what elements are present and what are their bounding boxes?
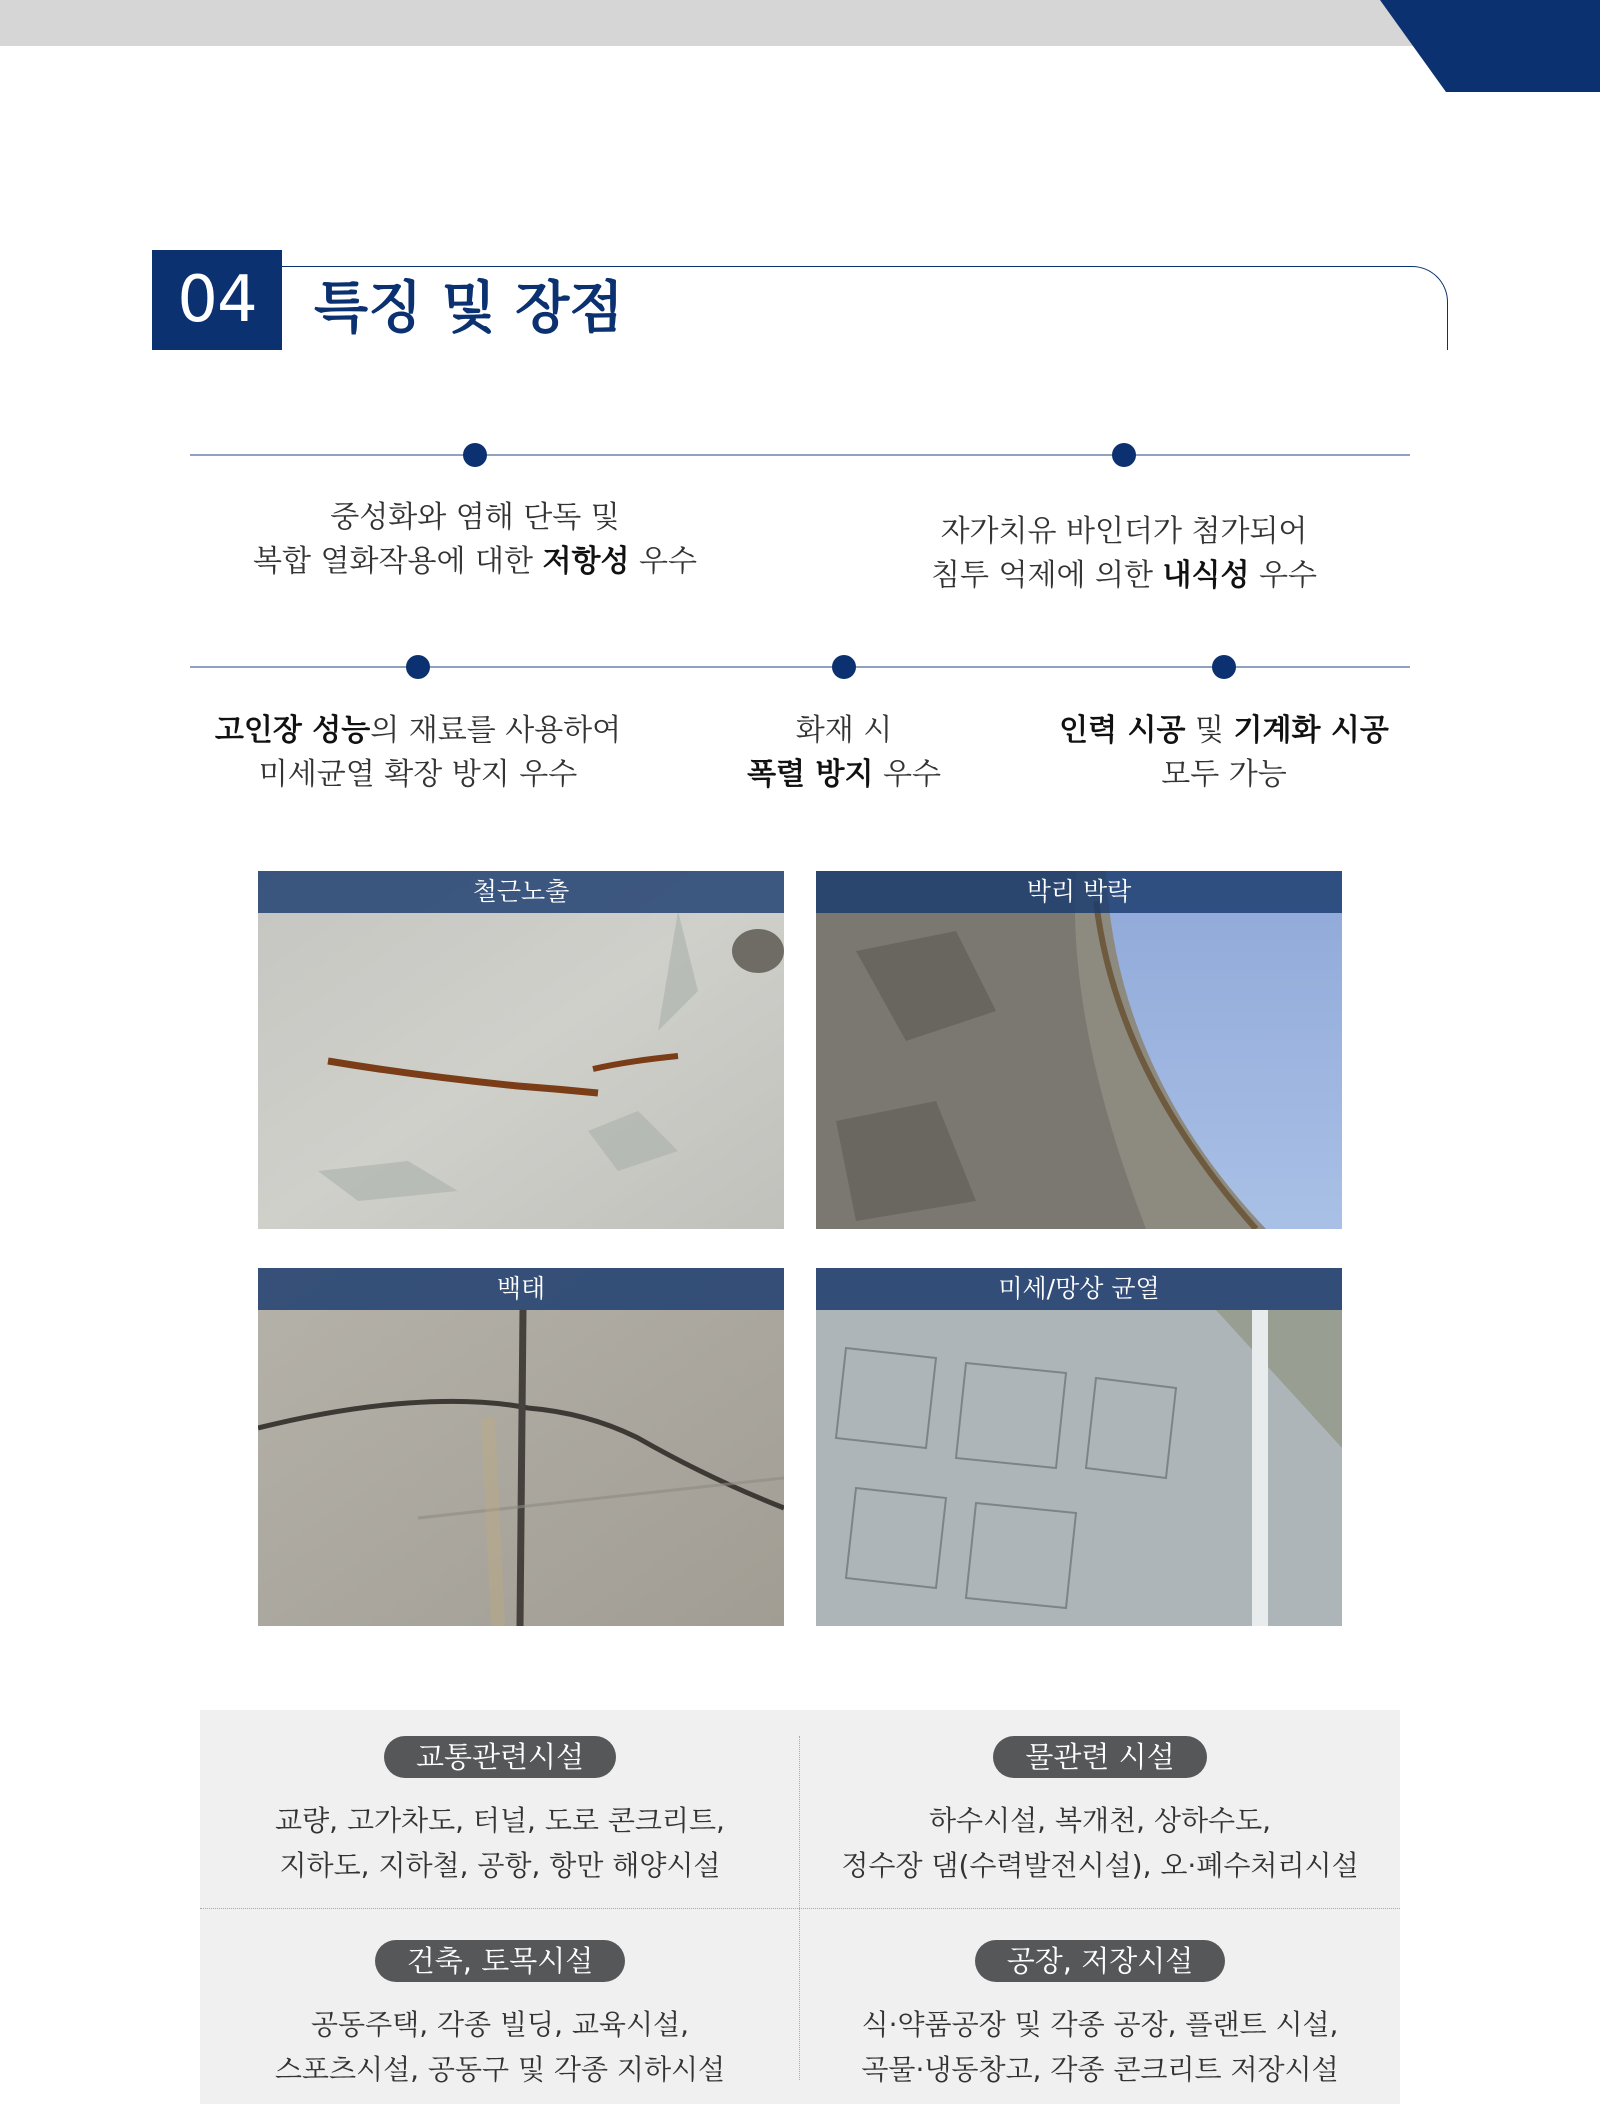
feature-highlight: 인력 시공 xyxy=(1059,713,1186,748)
panel-divider xyxy=(200,1908,1400,1909)
photo-image xyxy=(816,1268,1342,1626)
feature-resistance xyxy=(225,496,725,584)
photo-spalling xyxy=(816,871,1342,1229)
feature-construction xyxy=(1024,709,1424,797)
feature-line: 인력 시공 및 기계화 시공 xyxy=(1059,713,1389,748)
feature-line: 모두 가능 xyxy=(1161,757,1287,792)
application-body: 공동주택, 각종 빌딩, 교육시설, 스포츠시설, 공동구 및 각종 지하시설 xyxy=(274,2008,726,2086)
application-body: 하수시설, 복개천, 상하수도, 정수장 댐(수력발전시설), 오·폐수처리시설 xyxy=(841,1804,1359,1882)
feature-line: 자가치유 바인더가 첨가되어 xyxy=(940,514,1308,549)
application-building xyxy=(200,1940,800,2092)
photo-label: 철근노출 xyxy=(258,871,784,913)
photo-efflorescence xyxy=(258,1268,784,1626)
photo-image xyxy=(258,871,784,1229)
section-title: 특징 및 장점 xyxy=(314,276,624,341)
photo-label: 백태 xyxy=(258,1268,784,1310)
feature-tensile xyxy=(168,709,668,797)
feature-line: 미세균열 확장 방지 우수 xyxy=(258,757,578,792)
application-water xyxy=(800,1736,1400,1888)
feature-line: 복합 열화작용에 대한 저항성 우수 xyxy=(253,544,697,579)
timeline-dot xyxy=(1112,443,1136,467)
application-factory xyxy=(800,1940,1400,2092)
feature-highlight: 폭렬 방지 xyxy=(747,757,874,792)
feature-line: 침투 억제에 의한 내식성 우수 xyxy=(931,558,1317,593)
timeline-dot xyxy=(1212,655,1236,679)
feature-highlight: 기계화 시공 xyxy=(1233,713,1389,748)
photo-image xyxy=(258,1268,784,1626)
feature-highlight: 고인장 성능 xyxy=(214,713,371,748)
application-transport xyxy=(200,1736,800,1888)
applications-panel xyxy=(200,1710,1400,2104)
application-badge: 교통관련시설 xyxy=(384,1736,616,1778)
photo-label: 미세/망상 균열 xyxy=(816,1268,1342,1310)
feature-line: 폭렬 방지 우수 xyxy=(747,757,941,792)
feature-fire xyxy=(694,709,994,797)
corner-tab-decoration xyxy=(1380,0,1600,92)
feature-line: 고인장 성능의 재료를 사용하여 xyxy=(214,713,622,748)
feature-highlight: 내식성 xyxy=(1162,558,1250,593)
section-header xyxy=(152,250,1448,352)
timeline-dot xyxy=(406,655,430,679)
feature-line: 중성화와 염해 단독 및 xyxy=(330,500,620,535)
feature-corrosion xyxy=(874,510,1374,598)
application-badge: 물관련 시설 xyxy=(993,1736,1206,1778)
timeline-dot xyxy=(463,443,487,467)
section-number: 04 xyxy=(152,250,282,350)
timeline-top xyxy=(190,454,1410,456)
application-badge: 공장, 저장시설 xyxy=(975,1940,1226,1982)
photo-micro-cracks xyxy=(816,1268,1342,1626)
application-body: 식·약품공장 및 각종 공장, 플랜트 시설, 곡물·냉동창고, 각종 콘크리트 저장시설 xyxy=(861,2008,1339,2086)
top-gray-bar xyxy=(0,0,1600,46)
application-badge: 건축, 토목시설 xyxy=(375,1940,626,1982)
photo-label: 박리 박락 xyxy=(816,871,1342,913)
application-body: 교량, 고가차도, 터널, 도로 콘크리트, 지하도, 지하철, 공항, 항만 해양시설 xyxy=(275,1804,725,1882)
photo-image xyxy=(816,871,1342,1229)
photo-rebar-exposure xyxy=(258,871,784,1229)
timeline-dot xyxy=(832,655,856,679)
feature-highlight: 저항성 xyxy=(542,544,630,579)
feature-line: 화재 시 xyxy=(795,713,893,748)
